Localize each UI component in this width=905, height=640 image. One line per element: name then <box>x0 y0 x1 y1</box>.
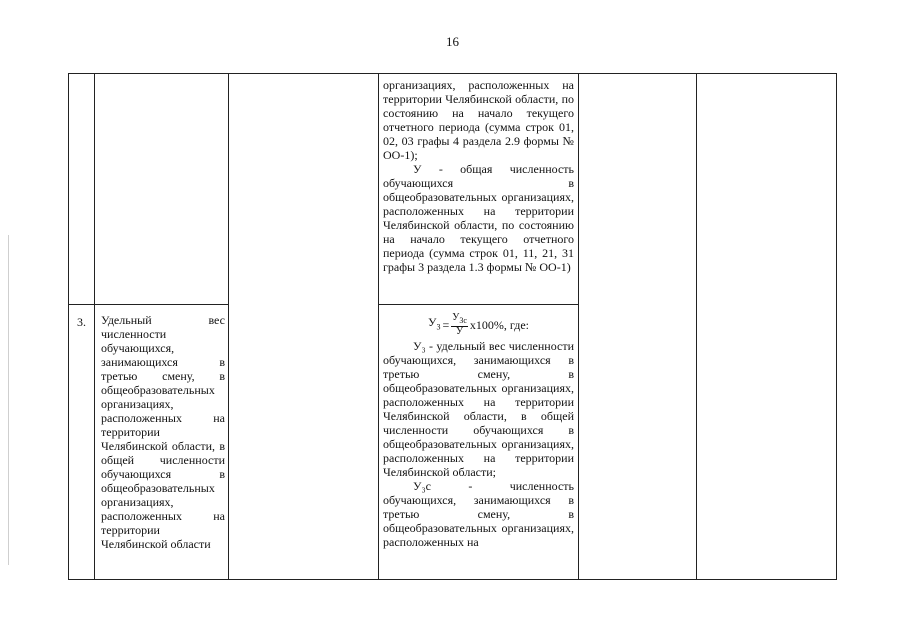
cell-name-empty <box>95 74 229 305</box>
method-text-paragraph: У₃с - численность обучающихся, занимающихся в третью смену, в общеобразовательных организациях, расположенных на <box>383 479 574 549</box>
scan-edge-mark <box>8 235 9 565</box>
cell-col5-empty <box>579 74 697 580</box>
method-text-paragraph: организациях, расположенных на территории Челябинской области, по состоянию на начало текущего отчетного периода (сумма строк 01, 02, 03 графы 4 раздела 2.9 формы № ОО-1); <box>383 78 574 162</box>
indicator-name: Удельный вес численности обучающихся, занимающихся в третью смену, в общеобразовательных организациях, расположенных на территории Челябинской области, в общей численности обучающихся в общеобразовательных организациях, расположенных на территории Челябинской области <box>95 305 229 580</box>
method-text-paragraph: У₃ - удельный вес численности обучающихся, занимающихся в третью смену, в общеобразовательных организациях, расположенных на территории Челябинской области, в общей численности обучающихся в общеобразовательных организациях, расположенных на территории Челябинской области; <box>383 339 574 479</box>
row-number: 3. <box>69 305 95 580</box>
cell-method-row2 <box>379 305 579 580</box>
formula-fraction: $\frac{У_{3с}}{У}$ <box>452 312 467 337</box>
cell-col3-empty <box>229 74 379 580</box>
page-number: 16 <box>446 34 459 49</box>
formula <box>383 313 574 337</box>
formula-lhs: $У_3$ <box>427 315 441 332</box>
cell-col6-empty <box>697 74 837 580</box>
formula-tail: х100%, где: <box>469 318 530 332</box>
cell-method-row1 <box>379 74 579 305</box>
formula-equals: = <box>442 318 450 332</box>
method-text-paragraph: У - общая численность обучающихся в общеобразовательных организациях, расположенных на территории Челябинской области, по состоянию на начало текущего отчетного периода (сумма строк 01, 11, 21, 31 графы 3 раздела 1.3 формы № ОО-1) <box>383 162 574 274</box>
indicators-table <box>68 73 837 580</box>
table-row <box>69 74 837 305</box>
cell-number-empty <box>69 74 95 305</box>
